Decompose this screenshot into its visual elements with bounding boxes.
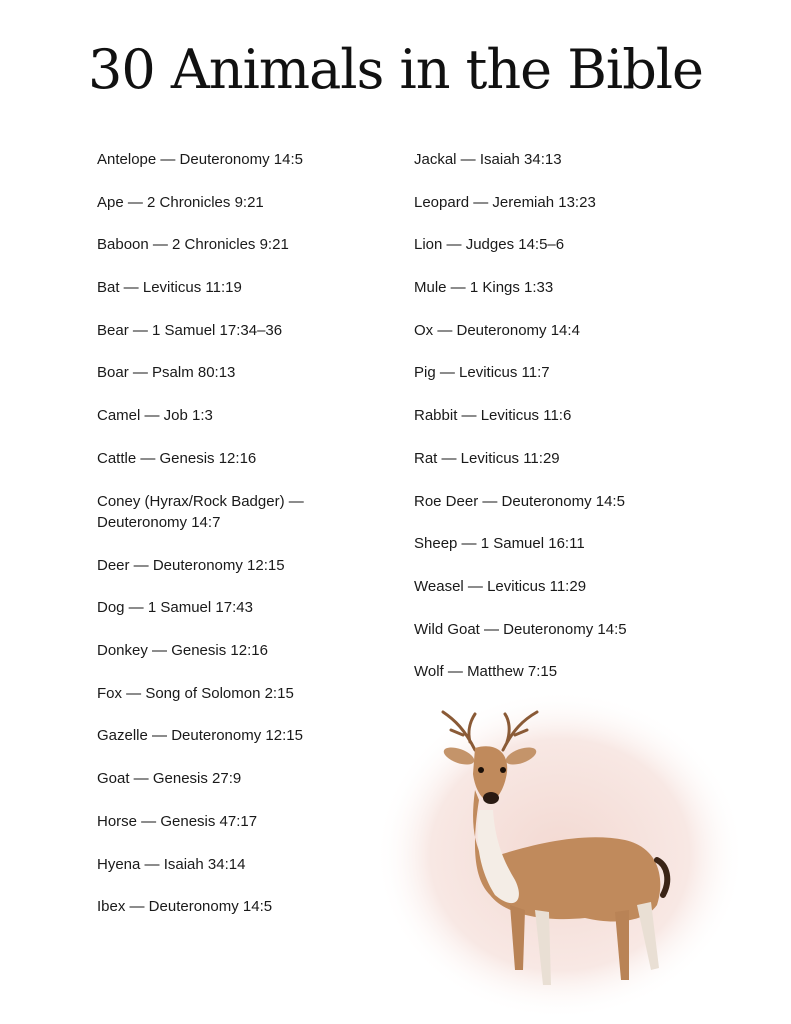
- list-item: Horse — Genesis 47:17: [97, 812, 258, 830]
- page-title: 30 Animals in the Bible: [87, 38, 704, 101]
- list-item: Camel — Job 1:3: [97, 407, 213, 425]
- animal-list-right: [414, 149, 714, 704]
- list-item: Jackal — Isaiah 34:13: [414, 151, 562, 168]
- list-item: Gazelle — Deuteronomy 12:15: [97, 727, 303, 745]
- list-item: Deer — Deuteronomy 12:15: [97, 556, 285, 574]
- list-item: Weasel — Leviticus 11:29: [414, 577, 587, 595]
- list-item: Wild Goat — Deuteronomy 14:5: [414, 620, 627, 638]
- list-item: Ape — 2 Chronicles 9:21: [97, 193, 264, 211]
- list-item: Bear — 1 Samuel 17:34–36: [97, 321, 283, 339]
- list-item: Sheep — 1 Samuel 16:11: [414, 535, 585, 553]
- list-item: Dog — 1 Samuel 17:43: [97, 599, 253, 617]
- list-item: Wolf — Matthew 7:15: [414, 663, 558, 681]
- list-item: Rabbit — Leviticus 11:6: [414, 407, 572, 425]
- list-item: Leopard — Jeremiah 13:23: [414, 193, 596, 211]
- animal-list-left: [97, 149, 367, 939]
- list-item: Rat — Leviticus 11:29: [414, 449, 560, 467]
- list-item: Cattle — Genesis 12:16: [97, 449, 257, 467]
- list-item: Hyena — Isaiah 34:14: [97, 855, 246, 873]
- deer-illustration: [375, 690, 745, 1020]
- list-item: Pig — Leviticus 11:7: [414, 364, 550, 382]
- list-item: Ibex — Deuteronomy 14:5: [97, 898, 273, 916]
- list-item: Fox — Song of Solomon 2:15: [97, 684, 294, 702]
- list-item: Baboon — 2 Chronicles 9:21: [97, 236, 289, 254]
- list-item: Boar — Psalm 80:13: [97, 364, 236, 382]
- list-item: Bat — Leviticus 11:19: [97, 279, 242, 297]
- list-item: Donkey — Genesis 12:16: [97, 642, 268, 660]
- list-item: Ox — Deuteronomy 14:4: [414, 321, 580, 339]
- list-item: Roe Deer — Deuteronomy 14:5: [414, 492, 625, 510]
- list-item: Lion — Judges 14:5–6: [414, 236, 565, 254]
- list-item: Coney (Hyrax/Rock Badger) — Deuteronomy 14:7: [97, 492, 304, 531]
- list-item: Antelope — Deuteronomy 14:5: [97, 151, 303, 168]
- list-item: Mule — 1 Kings 1:33: [414, 279, 554, 297]
- list-item: Goat — Genesis 27:9: [97, 770, 242, 788]
